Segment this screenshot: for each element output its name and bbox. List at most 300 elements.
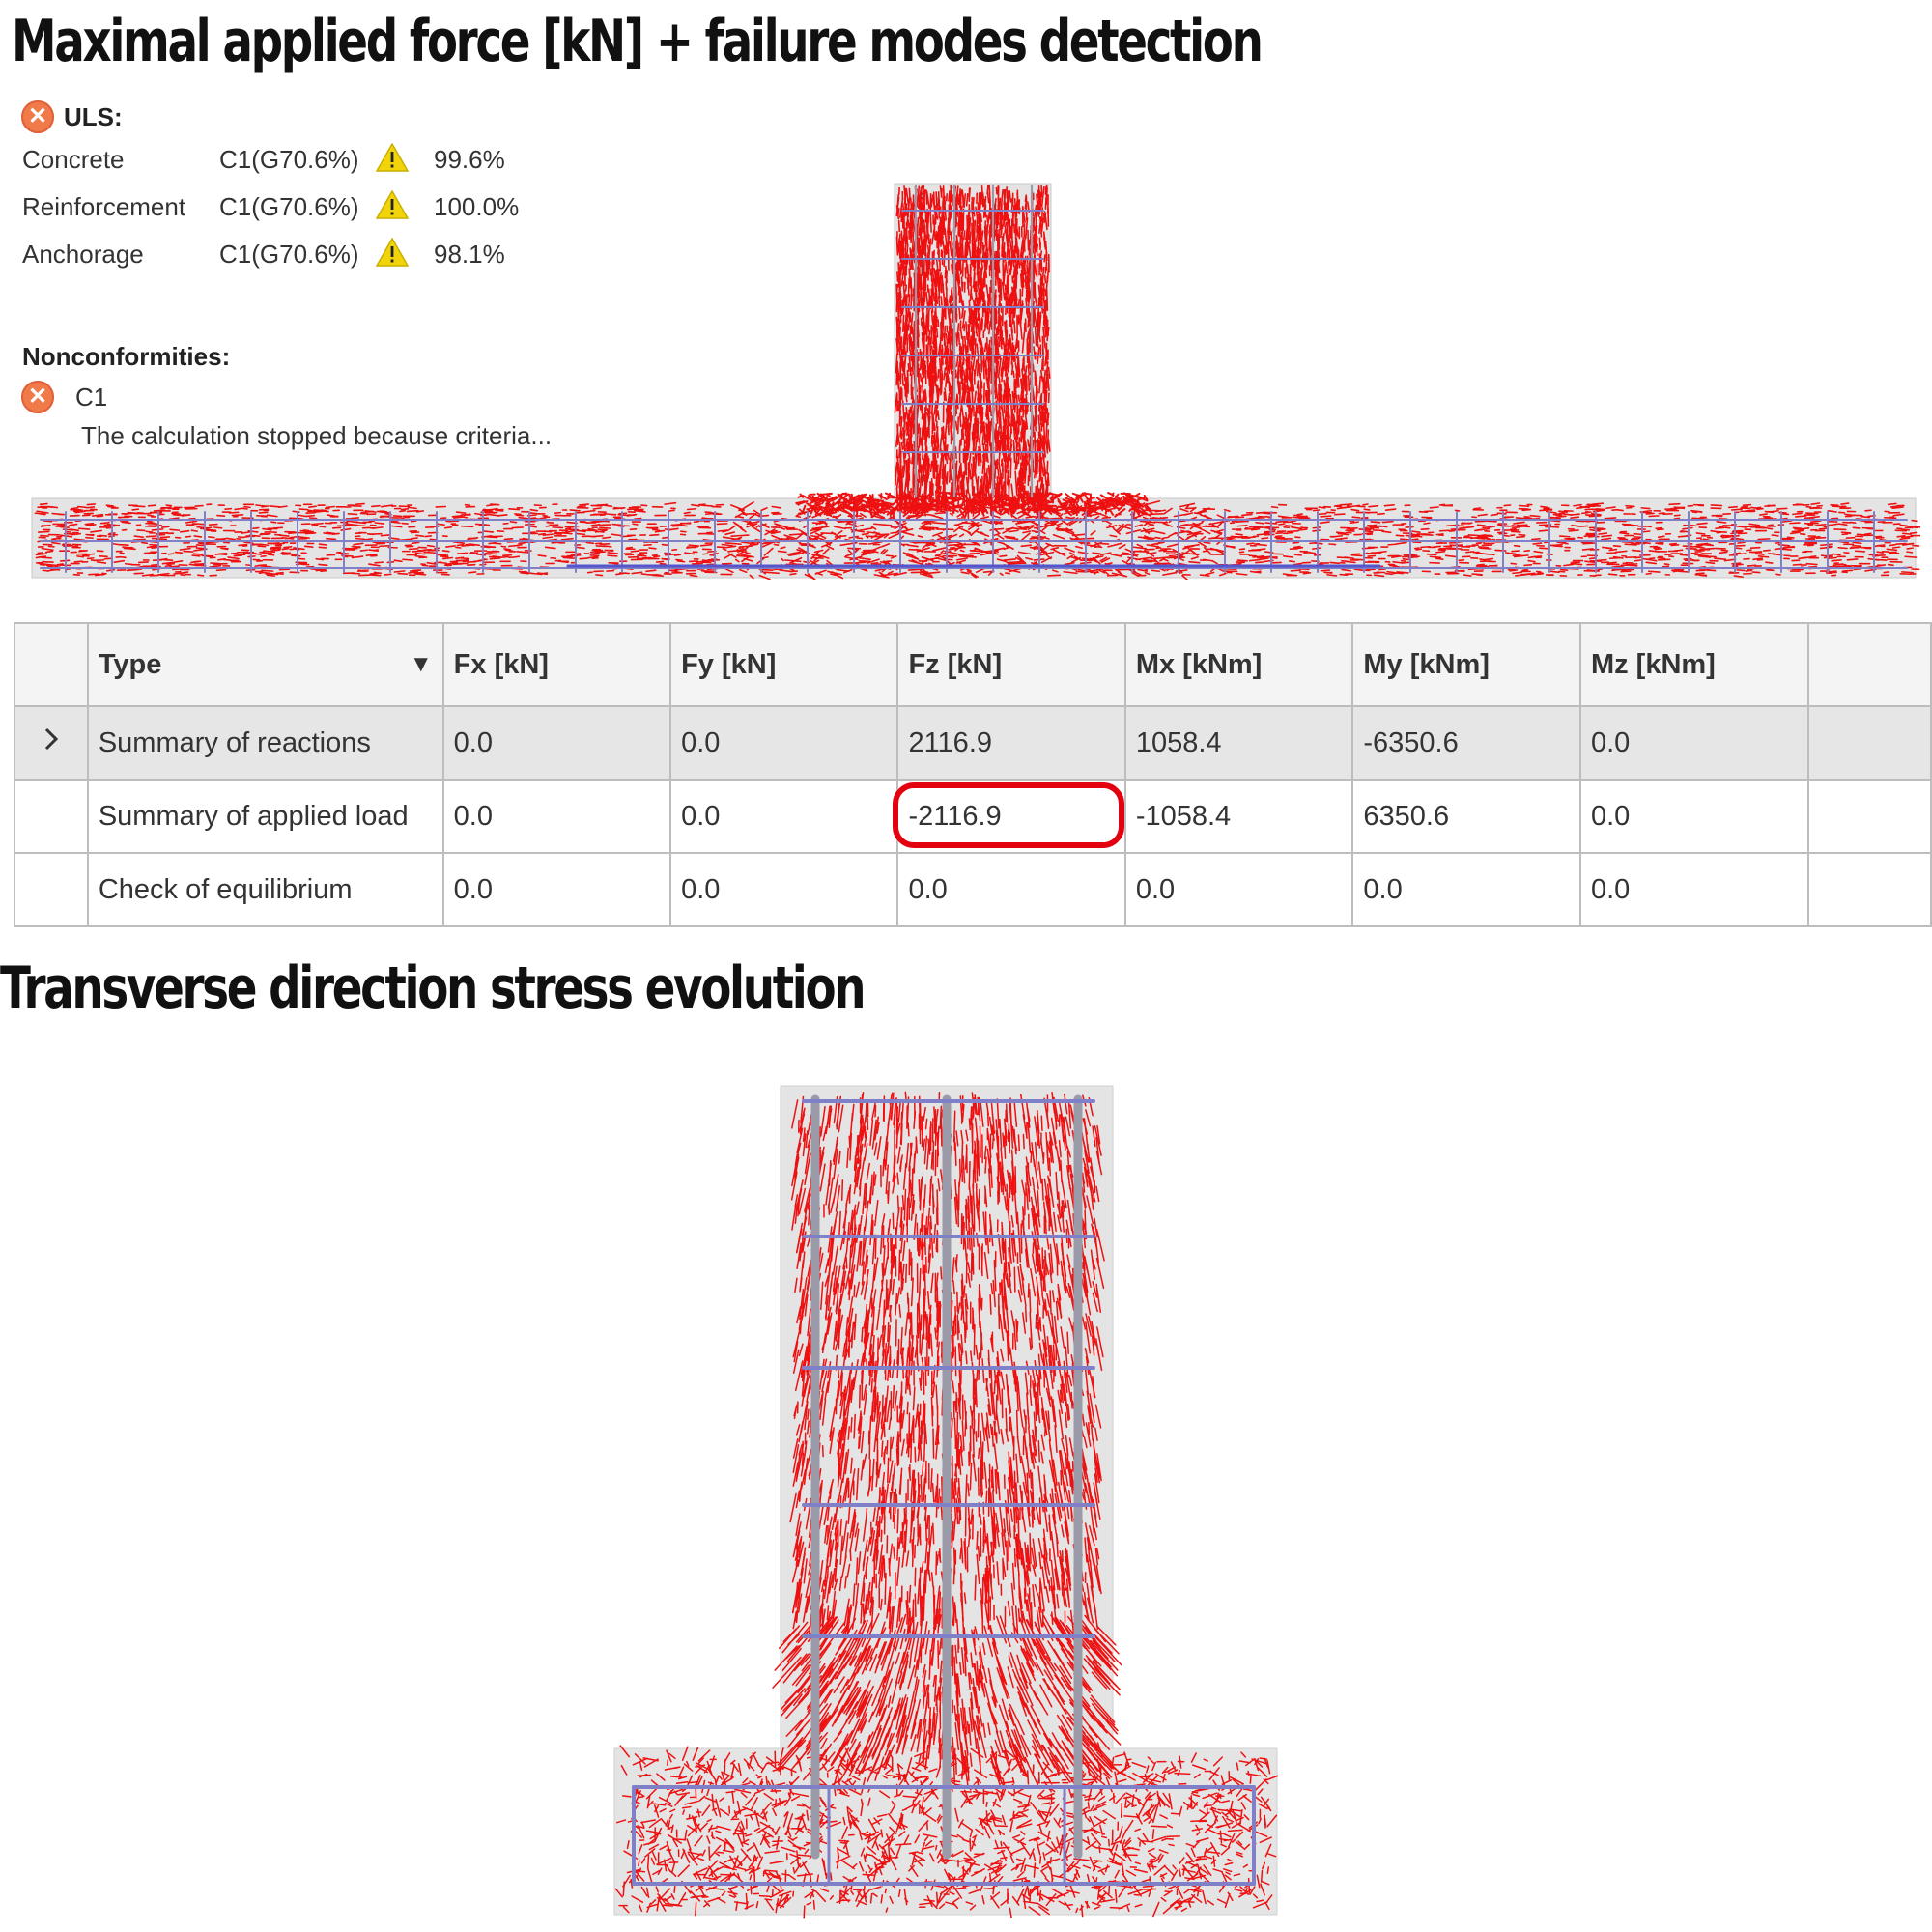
stress-line <box>1019 395 1020 401</box>
stress-line <box>900 443 901 463</box>
stress-line <box>613 508 625 509</box>
stress-line <box>1013 267 1014 278</box>
stress-line <box>152 548 156 549</box>
stress-line <box>1517 537 1524 538</box>
stress-line <box>620 573 629 574</box>
stress-line <box>1466 552 1474 553</box>
stress-line <box>87 504 95 505</box>
stress-line <box>1022 468 1023 484</box>
stress-line <box>958 217 959 234</box>
stress-line <box>1321 516 1331 517</box>
stress-line <box>960 370 961 379</box>
uls-label: ULS: <box>64 101 123 131</box>
stress-line <box>512 527 523 528</box>
stress-line <box>931 461 932 471</box>
stress-line <box>627 547 632 548</box>
stress-line <box>1890 545 1895 546</box>
stress-line <box>1024 432 1025 452</box>
stress-line <box>1003 237 1004 256</box>
stress-line <box>1386 509 1396 510</box>
stress-line <box>1632 543 1639 544</box>
stress-line <box>612 525 621 526</box>
stress-line <box>649 548 656 549</box>
stress-line <box>1539 530 1549 531</box>
stress-line <box>1641 508 1650 509</box>
stress-line <box>774 544 778 545</box>
stress-line <box>762 557 768 558</box>
stress-line <box>1752 552 1762 553</box>
section-title-failure-modes: Maximal applied force [kN] + failure modes detection <box>12 8 1262 75</box>
stress-line <box>1330 562 1339 563</box>
stress-line <box>173 515 182 516</box>
stress-line <box>991 369 992 384</box>
stress-line <box>1649 516 1659 517</box>
stress-line <box>1295 537 1300 538</box>
stress-line <box>1792 530 1803 531</box>
stress-line <box>1504 505 1510 506</box>
stress-line <box>1462 523 1472 524</box>
stress-line <box>1834 529 1846 530</box>
stress-line <box>1348 531 1353 532</box>
stress-line <box>282 549 288 550</box>
stress-line <box>956 263 957 270</box>
stress-line <box>1696 533 1704 534</box>
uls-check-percent: 98.1% <box>434 240 505 269</box>
stress-line <box>1742 506 1747 507</box>
stress-line <box>908 478 909 491</box>
stress-line <box>1519 534 1524 535</box>
stress-line <box>1841 503 1849 504</box>
stress-line <box>41 536 48 537</box>
stress-line <box>1495 550 1506 551</box>
stress-line <box>998 427 999 439</box>
stress-line <box>1009 563 1025 564</box>
stress-line <box>1717 532 1720 533</box>
stress-line <box>1015 199 1016 215</box>
stress-line <box>977 259 978 269</box>
stress-line <box>1719 552 1727 553</box>
stress-line <box>1722 537 1730 538</box>
stress-line <box>1609 550 1616 551</box>
stress-line <box>1006 573 1009 574</box>
stress-line <box>1204 542 1209 543</box>
stress-line <box>1643 512 1652 513</box>
stress-line <box>1764 550 1770 551</box>
stress-line <box>929 331 930 339</box>
stress-line <box>932 311 933 322</box>
stress-line <box>1021 452 1022 459</box>
stress-line <box>206 527 211 528</box>
stress-line <box>1236 574 1247 575</box>
stress-line <box>1877 552 1883 553</box>
stress-line <box>1711 505 1721 506</box>
stress-line <box>1357 506 1365 507</box>
stress-line <box>289 532 298 533</box>
stress-line <box>1040 312 1041 325</box>
stress-line <box>653 529 660 530</box>
stress-line <box>906 285 907 291</box>
stress-line <box>270 506 279 507</box>
stress-line <box>941 277 942 292</box>
stress-line <box>321 571 326 572</box>
stress-line <box>1040 471 1041 481</box>
stress-line <box>410 549 418 550</box>
stress-line <box>1045 198 1046 209</box>
uls-check-percent: 100.0% <box>434 192 520 221</box>
stress-line <box>198 575 204 576</box>
stress-line <box>641 574 647 575</box>
stress-line <box>950 472 951 482</box>
stress-line <box>1045 476 1046 485</box>
stress-line <box>443 557 453 558</box>
stress-line <box>1829 557 1836 558</box>
stress-line <box>1540 548 1548 549</box>
stress-line <box>980 214 981 221</box>
stress-line <box>964 231 965 240</box>
stress-line <box>491 504 499 505</box>
stress-line <box>74 575 80 576</box>
stress-line <box>988 377 989 394</box>
stress-line <box>948 556 953 557</box>
stress-line <box>922 217 923 225</box>
stress-line <box>1341 504 1352 505</box>
stress-line <box>932 440 933 446</box>
stress-line <box>1517 523 1522 524</box>
stress-line <box>948 453 949 459</box>
stress-line <box>400 511 405 512</box>
stress-line <box>1560 536 1570 537</box>
stress-line <box>262 506 269 507</box>
stress-line <box>936 461 937 469</box>
stress-line <box>384 574 391 575</box>
stress-line <box>1043 293 1044 298</box>
stress-line <box>1238 562 1244 563</box>
stress-line <box>1154 522 1167 523</box>
stress-line <box>972 240 973 251</box>
stress-line <box>456 547 461 548</box>
stress-line <box>1902 536 1913 537</box>
stress-line <box>913 232 914 252</box>
stress-line <box>1041 285 1042 295</box>
stress-line <box>921 374 922 381</box>
stress-line <box>959 555 974 556</box>
stress-line <box>1027 286 1028 301</box>
stress-line <box>981 361 982 369</box>
stress-line <box>244 507 250 508</box>
stress-line <box>1756 507 1761 508</box>
stress-line <box>1692 518 1703 519</box>
stress-line <box>946 359 947 370</box>
stress-line <box>911 222 912 242</box>
stress-line <box>982 319 983 329</box>
stress-line <box>73 546 77 547</box>
stress-line <box>930 194 931 208</box>
stress-line <box>592 558 598 559</box>
stress-line <box>1004 559 1015 560</box>
stress-line <box>209 537 214 538</box>
stress-line <box>97 516 102 517</box>
stress-line <box>1324 572 1332 573</box>
stress-line <box>78 507 87 508</box>
stress-line <box>950 398 951 415</box>
stress-line <box>83 515 90 516</box>
stress-line <box>681 531 686 532</box>
stress-line <box>896 285 897 293</box>
stress-line <box>578 506 585 507</box>
stress-line <box>657 561 664 562</box>
stress-line <box>1008 343 1009 352</box>
stress-line <box>936 289 937 303</box>
stress-line <box>1382 531 1391 532</box>
stress-line <box>1853 527 1859 528</box>
stress-line <box>126 564 132 565</box>
stress-line <box>1007 275 1008 289</box>
stress-line <box>332 533 339 534</box>
stress-line <box>947 271 948 281</box>
stress-line <box>104 525 111 526</box>
stress-line <box>1704 539 1709 540</box>
stress-line <box>1236 522 1245 523</box>
stress-line <box>903 204 904 210</box>
stress-line <box>1659 513 1664 514</box>
stress-line <box>970 232 971 243</box>
stress-line <box>1004 398 1005 413</box>
stress-line <box>1033 270 1034 291</box>
stress-line <box>176 553 183 554</box>
stress-line <box>988 192 989 202</box>
stress-line <box>1605 518 1615 519</box>
stress-line <box>299 558 305 559</box>
stress-line <box>999 337 1000 346</box>
stress-line <box>1650 558 1655 559</box>
stress-line <box>948 220 949 232</box>
stress-line <box>1878 545 1885 546</box>
stress-line <box>1005 285 1006 293</box>
stress-line <box>210 525 217 526</box>
stress-line <box>1350 522 1359 523</box>
stress-line <box>962 379 963 389</box>
stress-line <box>1889 503 1896 504</box>
stress-line <box>1675 515 1680 516</box>
stress-line <box>672 550 676 551</box>
stress-line <box>516 515 523 516</box>
stress-line <box>1013 371 1014 377</box>
error-icon: ✕ <box>21 100 54 133</box>
stress-line <box>1006 341 1007 348</box>
stress-line <box>132 509 138 510</box>
stress-line <box>1024 456 1025 468</box>
stress-line <box>986 225 987 240</box>
stress-line <box>261 556 266 557</box>
stress-line <box>896 296 897 312</box>
stress-line <box>369 550 378 551</box>
uls-check-case: C1(G70.6%) <box>219 145 359 174</box>
stress-line <box>1479 547 1489 548</box>
stress-line <box>271 550 280 551</box>
stress-line <box>662 545 667 546</box>
stress-line <box>1023 264 1024 270</box>
stress-line <box>505 539 513 540</box>
stress-line <box>978 381 979 388</box>
stress-line <box>375 523 384 524</box>
stress-line <box>1625 544 1636 545</box>
stress-line <box>1001 280 1002 300</box>
stress-line <box>1669 504 1680 505</box>
stress-line <box>107 570 115 571</box>
stress-line <box>1368 555 1375 556</box>
stress-line <box>976 324 977 332</box>
stress-line <box>1029 240 1030 250</box>
stress-line <box>162 526 169 527</box>
stress-line <box>101 523 109 524</box>
stress-line <box>232 515 242 516</box>
stress-line <box>1013 440 1014 453</box>
stress-line <box>676 560 682 561</box>
stress-line <box>999 484 1000 495</box>
stress-line <box>1772 535 1778 536</box>
stress-line <box>631 551 639 552</box>
stress-line <box>897 272 898 281</box>
stress-line <box>1646 574 1651 575</box>
stress-line <box>1236 534 1242 535</box>
stress-line <box>947 403 948 424</box>
stress-line <box>997 461 998 469</box>
stress-line <box>1497 513 1506 514</box>
stress-line <box>717 524 726 525</box>
stress-line <box>1567 539 1574 540</box>
stress-line <box>899 245 900 259</box>
stress-line <box>931 358 932 379</box>
uls-check-name: Reinforcement <box>22 192 186 221</box>
stress-line <box>304 532 313 533</box>
stress-line <box>857 538 862 539</box>
stress-line <box>1659 536 1664 537</box>
stress-line <box>1541 506 1548 507</box>
stress-line <box>910 312 911 321</box>
stress-line <box>457 512 466 513</box>
stress-line <box>973 198 974 205</box>
stress-line <box>1483 536 1493 537</box>
stress-line <box>1009 191 1010 202</box>
stress-line <box>268 575 275 576</box>
stress-line <box>1179 521 1185 522</box>
stress-line <box>911 289 912 309</box>
stress-line <box>1793 564 1801 565</box>
stress-line <box>1801 534 1805 535</box>
stress-line <box>1436 534 1443 535</box>
stress-line <box>1456 510 1460 511</box>
stress-line <box>987 391 988 401</box>
stress-line <box>319 547 326 548</box>
stress-line <box>912 355 913 375</box>
stress-line <box>412 521 416 522</box>
stress-line <box>901 246 902 254</box>
stress-line <box>1272 557 1277 558</box>
stress-line <box>503 555 512 556</box>
stress-line <box>998 280 999 291</box>
stress-line <box>197 527 204 528</box>
stress-line <box>997 213 998 228</box>
stress-line <box>967 371 968 390</box>
warning-icon <box>376 143 409 179</box>
stress-line <box>977 405 978 412</box>
stress-line <box>1022 527 1029 528</box>
stress-line <box>996 188 997 194</box>
stress-line <box>142 542 148 543</box>
stress-line <box>415 574 425 575</box>
stress-line <box>1005 265 1006 276</box>
stress-line <box>530 513 537 514</box>
stress-line <box>1028 231 1029 250</box>
stress-line <box>284 547 292 548</box>
stress-line <box>1512 531 1520 532</box>
stress-line <box>1008 470 1009 484</box>
stress-line <box>1895 530 1906 531</box>
stress-line <box>1019 496 1020 503</box>
stress-line <box>394 560 402 561</box>
stress-line <box>120 545 128 546</box>
stress-line <box>1634 534 1641 535</box>
stress-line <box>1614 546 1621 547</box>
stress-line <box>79 528 90 529</box>
stress-line <box>936 336 937 350</box>
stress-line <box>906 311 907 320</box>
stress-line <box>1851 523 1856 524</box>
stress-line <box>469 572 476 573</box>
stress-line <box>1256 523 1264 524</box>
stress-line <box>1313 530 1320 531</box>
stress-line <box>1513 572 1521 573</box>
stress-line <box>1696 573 1704 574</box>
stress-line <box>268 543 279 544</box>
stress-line <box>1777 508 1787 509</box>
stress-line <box>1656 543 1663 544</box>
stress-line <box>962 425 963 440</box>
stress-line <box>908 278 909 297</box>
stress-line <box>1247 537 1255 538</box>
stress-line <box>960 238 961 258</box>
stress-line <box>1038 432 1039 438</box>
stress-line <box>909 269 910 278</box>
stress-line <box>42 512 48 513</box>
stress-line <box>978 230 979 248</box>
stress-line <box>170 529 179 530</box>
stress-line <box>1001 384 1002 391</box>
stress-line <box>1247 543 1254 544</box>
stress-line <box>234 555 242 556</box>
stress-line <box>966 242 967 256</box>
stress-line <box>934 222 935 239</box>
stress-line <box>1044 213 1045 220</box>
stress-line <box>1279 524 1285 525</box>
stress-line <box>166 505 171 506</box>
stress-line <box>942 310 943 321</box>
stress-line <box>900 302 901 314</box>
stress-line <box>87 525 96 526</box>
stress-line <box>886 561 891 562</box>
stress-line <box>1913 545 1919 546</box>
stress-line <box>930 213 931 232</box>
stress-line <box>1471 538 1480 539</box>
stress-line <box>919 454 920 460</box>
stress-line <box>668 510 674 511</box>
stress-line <box>1009 294 1010 302</box>
stress-line <box>933 320 934 329</box>
stress-line <box>306 533 316 534</box>
stress-line <box>152 565 158 566</box>
stress-line <box>601 515 606 516</box>
stress-line <box>927 362 928 372</box>
